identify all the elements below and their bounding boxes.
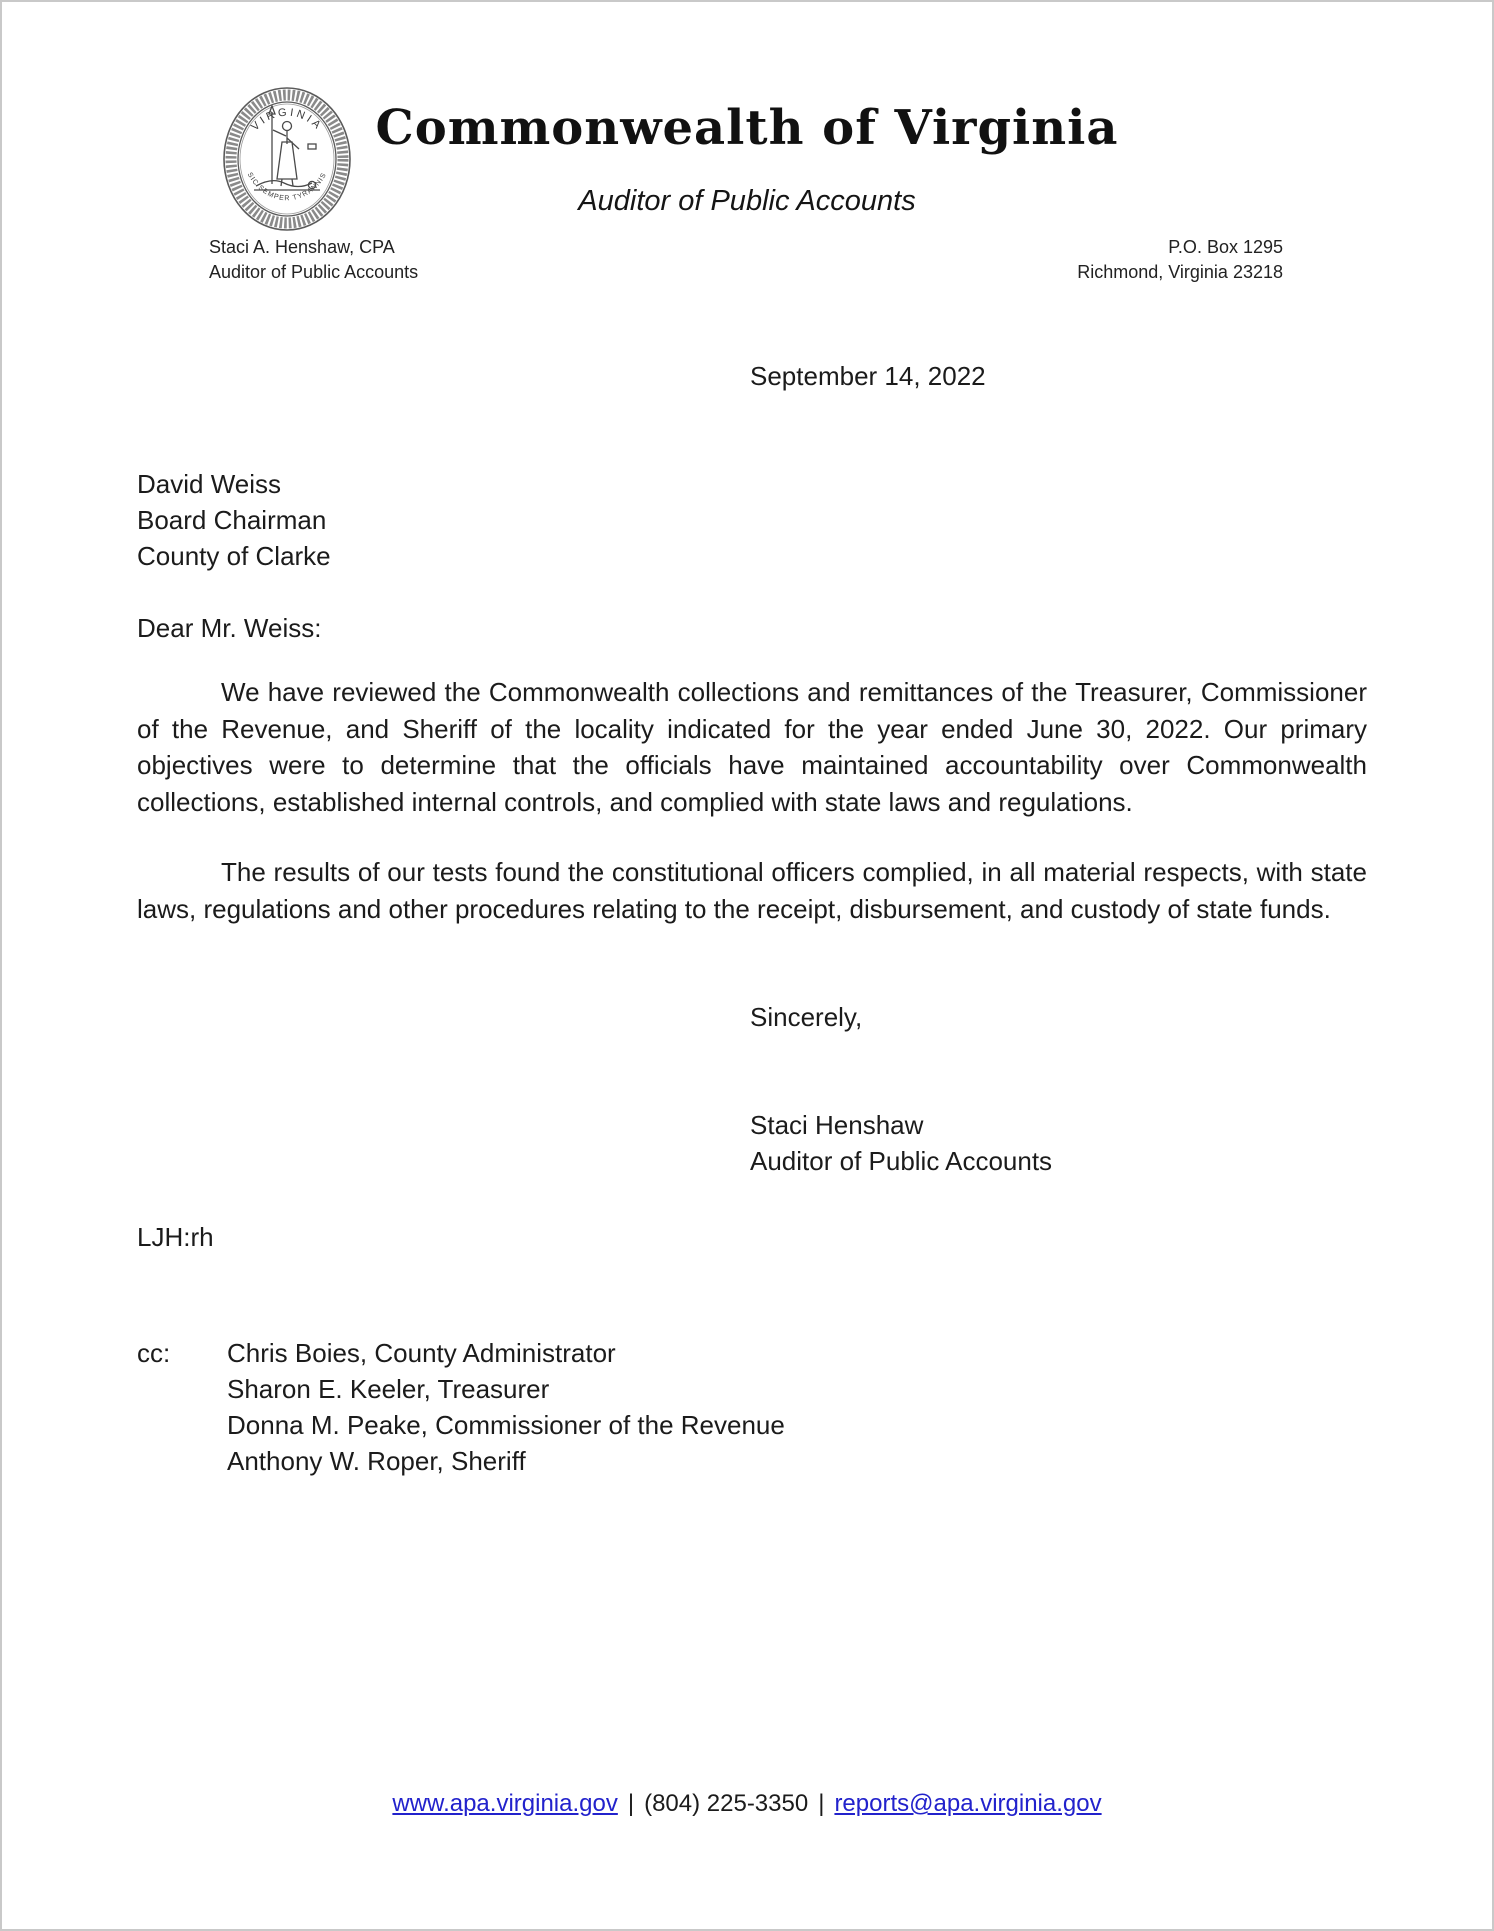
- seal-bottom-text: SIC SEMPER TYRANNIS: [245, 171, 329, 203]
- salutation: Dear Mr. Weiss:: [137, 613, 322, 643]
- signer-title: Auditor of Public Accounts: [750, 1146, 1053, 1176]
- paragraph-2: The results of our tests found the constitutional officers complied, in all material respects, with state laws, regulations and other procedures relating to the receipt, disbursement, and custody of state funds.: [137, 857, 1367, 924]
- cc-label: cc:: [137, 1338, 171, 1368]
- reference-initials: LJH:rh: [137, 1222, 214, 1252]
- letterhead-title: Commonwealth of Virginia: [375, 100, 1119, 156]
- footer-separator: |: [818, 1790, 825, 1817]
- signer-name: Staci Henshaw: [750, 1110, 924, 1140]
- cc-item: Sharon E. Keeler, Treasurer: [227, 1374, 550, 1404]
- phone-number: (804) 225-3350: [644, 1790, 809, 1817]
- cc-item: Anthony W. Roper, Sheriff: [227, 1446, 526, 1476]
- letterhead-subtitle: Auditor of Public Accounts: [578, 185, 916, 217]
- city-state-zip: Richmond, Virginia 23218: [1077, 262, 1283, 282]
- po-box: P.O. Box 1295: [1168, 237, 1283, 257]
- letterhead-address-block: [1077, 235, 1283, 285]
- letterhead-auditor-block: [209, 235, 418, 285]
- signature-block: [750, 1107, 1367, 1179]
- cc-item: Donna M. Peake, Commissioner of the Revenue: [227, 1410, 785, 1440]
- seal-top-text: VIRGINIA: [249, 106, 325, 134]
- cc-block: [137, 1335, 1367, 1479]
- cc-item: Chris Boies, County Administrator: [227, 1338, 616, 1368]
- paragraph-1: We have reviewed the Commonwealth collections and remittances of the Treasurer, Commissioner of the Revenue, and Sheriff of the locality indicated for the year ended June 30, 2022. Our primary objectives were to determine that the officials have maintained accountability over Commonwealth collections, established internal controls, and complied with state laws and regulations.: [137, 677, 1367, 817]
- email-link[interactable]: reports@apa.virginia.gov: [834, 1790, 1102, 1817]
- recipient-title: Board Chairman: [137, 505, 327, 535]
- recipient-locality: County of Clarke: [137, 541, 331, 571]
- recipient-block: [137, 466, 1367, 574]
- auditor-name: Staci A. Henshaw, CPA: [209, 237, 395, 257]
- letter-body: [137, 358, 1367, 1479]
- auditor-title: Auditor of Public Accounts: [209, 262, 419, 282]
- letter-date: September 14, 2022: [750, 361, 986, 391]
- recipient-name: David Weiss: [137, 469, 282, 499]
- closing: Sincerely,: [750, 1002, 863, 1032]
- footer: [2, 1790, 1492, 1818]
- website-link[interactable]: www.apa.virginia.gov: [392, 1790, 618, 1817]
- cc-list: [227, 1335, 785, 1479]
- footer-separator: |: [627, 1790, 635, 1817]
